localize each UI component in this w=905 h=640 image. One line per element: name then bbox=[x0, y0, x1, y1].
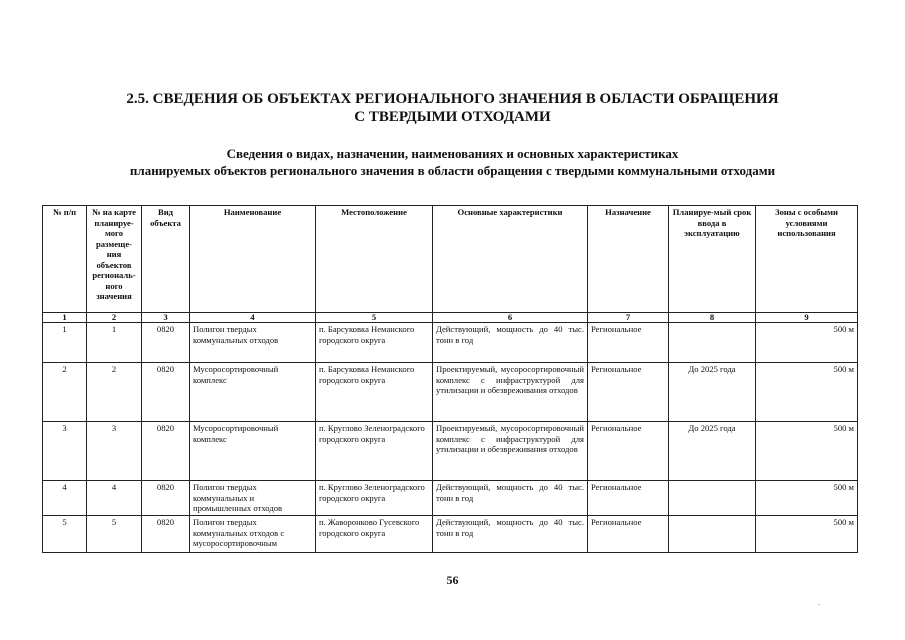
column-number: 8 bbox=[669, 313, 756, 323]
cell-characteristics: Проектируемый, мусоросортировочный комплекс с инфраструктурой для утилизации и обезвреживания отходов bbox=[433, 422, 588, 481]
cell-kind: 0820 bbox=[142, 363, 190, 422]
cell-location: п. Барсуковка Неманского городского округа bbox=[316, 363, 433, 422]
cell-term: До 2025 года bbox=[669, 363, 756, 422]
cell-map-number: 1 bbox=[87, 323, 142, 363]
column-number-row bbox=[43, 313, 858, 323]
section-heading-line-1: 2.5. СВЕДЕНИЯ ОБ ОБЪЕКТАХ РЕГИОНАЛЬНОГО ЗНАЧЕНИЯ В ОБЛАСТИ ОБРАЩЕНИЯ bbox=[126, 91, 779, 107]
header-cell: № на карте планируе-мого размеще-ния объектов региональ-ного значения bbox=[87, 206, 142, 313]
cell-map-number: 2 bbox=[87, 363, 142, 422]
cell-map-number: 5 bbox=[87, 516, 142, 553]
table-row bbox=[43, 422, 858, 481]
section-heading-line-2: С ТВЕРДЫМИ ОТХОДАМИ bbox=[354, 109, 551, 125]
header-cell: Зоны с особыми условиями использования bbox=[756, 206, 858, 313]
cell-zone: 500 м bbox=[756, 516, 858, 553]
column-number: 4 bbox=[190, 313, 316, 323]
cell-location: п. Жаворонково Гусевского городского округа bbox=[316, 516, 433, 553]
cell-characteristics: Проектируемый, мусоросортировочный комплекс с инфраструктурой для утилизации и обезвреживания отходов bbox=[433, 363, 588, 422]
header-cell: Планируе-мый срок ввода в эксплуатацию bbox=[669, 206, 756, 313]
cell-name: Мусоросортировочный комплекс bbox=[190, 422, 316, 481]
cell-name: Полигон твердых коммунальных отходов bbox=[190, 323, 316, 363]
header-cell: Наименование bbox=[190, 206, 316, 313]
section-heading bbox=[60, 90, 845, 126]
cell-term bbox=[669, 481, 756, 516]
cell-num: 3 bbox=[43, 422, 87, 481]
header-cell: Основные характеристики bbox=[433, 206, 588, 313]
objects-table bbox=[42, 205, 858, 553]
column-number: 3 bbox=[142, 313, 190, 323]
cell-name: Мусоросортировочный комплекс bbox=[190, 363, 316, 422]
cell-kind: 0820 bbox=[142, 422, 190, 481]
cell-name: Полигон твердых коммунальных и промышленных отходов bbox=[190, 481, 316, 516]
cell-purpose: Региональное bbox=[588, 422, 669, 481]
cell-num: 2 bbox=[43, 363, 87, 422]
table-caption-line-2: планируемых объектов регионального значения в области обращения с твердыми коммунальными отходами bbox=[129, 163, 776, 178]
cell-zone: 500 м bbox=[756, 481, 858, 516]
cell-zone: 500 м bbox=[756, 363, 858, 422]
page-number: 56 bbox=[446, 573, 459, 587]
cell-zone: 500 м bbox=[756, 422, 858, 481]
column-number: 1 bbox=[43, 313, 87, 323]
column-number: 6 bbox=[433, 313, 588, 323]
header-cell: Назначение bbox=[588, 206, 669, 313]
cell-location: п. Круглово Зеленоградского городского округа bbox=[316, 422, 433, 481]
cell-term bbox=[669, 323, 756, 363]
table-row bbox=[43, 323, 858, 363]
header-cell: Местоположение bbox=[316, 206, 433, 313]
cell-kind: 0820 bbox=[142, 516, 190, 553]
cell-name: Полигон твердых коммунальных отходов с мусоросортировочным bbox=[190, 516, 316, 553]
column-number: 2 bbox=[87, 313, 142, 323]
cell-location: п. Круглово Зеленоградского городского округа bbox=[316, 481, 433, 516]
cell-purpose: Региональное bbox=[588, 363, 669, 422]
cell-num: 1 bbox=[43, 323, 87, 363]
table-row bbox=[43, 481, 858, 516]
cell-term bbox=[669, 516, 756, 553]
cell-num: 4 bbox=[43, 481, 87, 516]
cell-kind: 0820 bbox=[142, 481, 190, 516]
cell-characteristics: Действующий, мощность до 40 тыс. тонн в год bbox=[433, 323, 588, 363]
cell-purpose: Региональное bbox=[588, 481, 669, 516]
cell-map-number: 4 bbox=[87, 481, 142, 516]
column-number: 9 bbox=[756, 313, 858, 323]
cell-kind: 0820 bbox=[142, 323, 190, 363]
cell-purpose: Региональное bbox=[588, 323, 669, 363]
cell-num: 5 bbox=[43, 516, 87, 553]
cell-characteristics: Действующий, мощность до 40 тыс. тонн в год bbox=[433, 516, 588, 553]
table-row bbox=[43, 363, 858, 422]
cell-zone: 500 м bbox=[756, 323, 858, 363]
table-header-row bbox=[43, 206, 858, 313]
cell-location: п. Барсуковка Неманского городского округа bbox=[316, 323, 433, 363]
cell-term: До 2025 года bbox=[669, 422, 756, 481]
cell-purpose: Региональное bbox=[588, 516, 669, 553]
scan-speck bbox=[818, 604, 820, 605]
cell-map-number: 3 bbox=[87, 422, 142, 481]
table-row bbox=[43, 516, 858, 553]
column-number: 5 bbox=[316, 313, 433, 323]
table-caption-line-1: Сведения о видах, назначении, наименованиях и основных характеристиках bbox=[226, 146, 679, 161]
header-cell: Вид объекта bbox=[142, 206, 190, 313]
column-number: 7 bbox=[588, 313, 669, 323]
header-cell: № п/п bbox=[43, 206, 87, 313]
cell-characteristics: Действующий, мощность до 40 тыс. тонн в год bbox=[433, 481, 588, 516]
table-caption bbox=[40, 145, 865, 179]
